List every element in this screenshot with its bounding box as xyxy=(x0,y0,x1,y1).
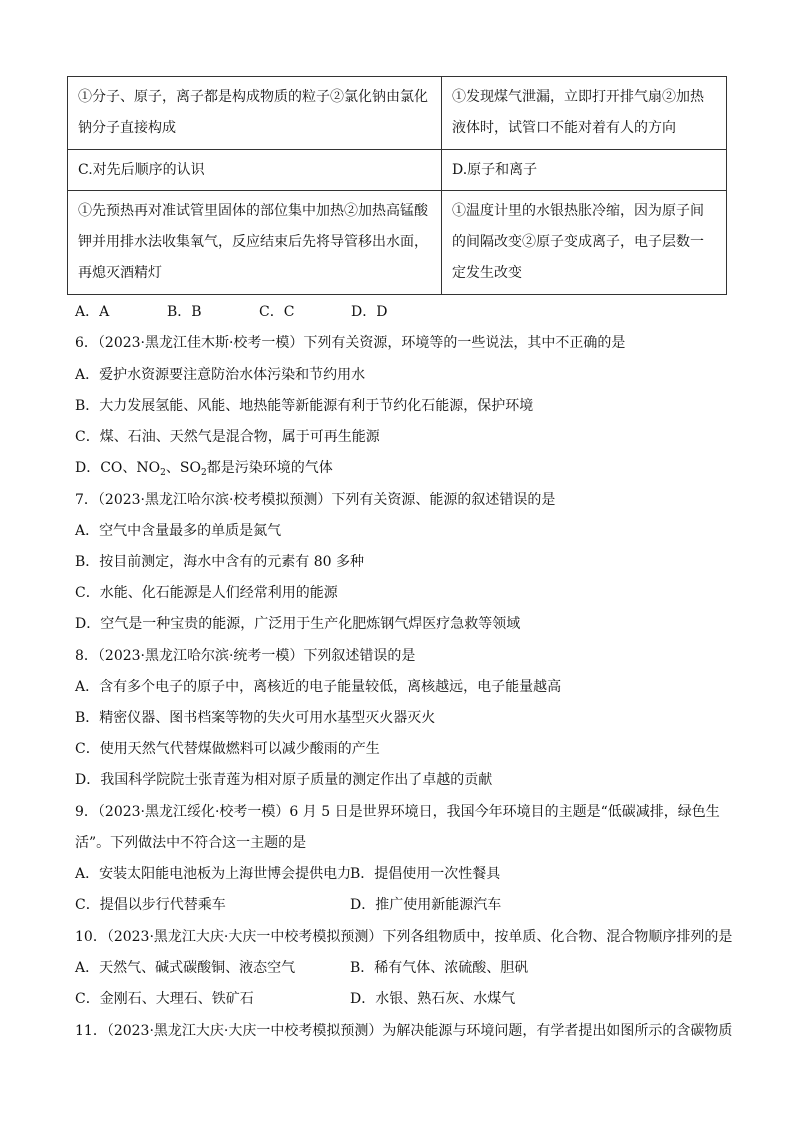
q10-options-row1 xyxy=(75,958,734,978)
q9-option-b: B．提倡使用一次性餐具 xyxy=(350,866,501,882)
q7-stem: 7．（2023·黑龙江哈尔滨·校考模拟预测）下列有关资源、能源的叙述错误的是 xyxy=(75,492,556,508)
q9-option-c: C．提倡以步行代替乘车 xyxy=(75,897,226,913)
q6-option-c: C．煤、石油、天然气是混合物，属于可再生能源 xyxy=(75,429,380,445)
option-d: D．D xyxy=(351,304,388,320)
table-row xyxy=(68,150,727,191)
q11-stem: 11．（2023·黑龙江大庆·大庆一中校考模拟预测）为解决能源与环境问题，有学者提出如图所示的含碳物质 xyxy=(75,1023,733,1039)
option-b: B．B xyxy=(167,304,202,320)
table-row xyxy=(68,191,727,295)
q7-option-a: A．空气中含量最多的单质是氮气 xyxy=(75,523,282,539)
table-cell: C.对先后顺序的认识 xyxy=(68,150,442,191)
q5-options xyxy=(75,302,734,322)
q6-stem: 6．（2023·黑龙江佳木斯·校考一模）下列有关资源，环境等的一些说法，其中不正确的是 xyxy=(75,335,626,351)
table-cell: ①温度计里的水银热胀冷缩，因为原子间的间隔改变②原子变成离子，电子层数一定发生改变 xyxy=(442,191,727,295)
table-cell: ①先预热再对准试管里固体的部位集中加热②加热高锰酸钾并用排水法收集氧气，反应结束后先将导管移出水面，再熄灭酒精灯 xyxy=(68,191,442,295)
q9-options-row1 xyxy=(75,864,734,884)
q9-options-row2 xyxy=(75,895,734,915)
q6-option-d: D．CO、$NO_2$、$SO_2$都是污染环境的气体 xyxy=(75,460,333,478)
q8-option-a: A．含有多个电子的原子中，离核近的电子能量较低，离核越远，电子能量越高 xyxy=(75,679,562,695)
q6-option-a: A．爱护水资源要注意防治水体污染和节约用水 xyxy=(75,367,366,383)
q9-option-a: A．安装太阳能电池板为上海世博会提供电力 xyxy=(75,866,352,882)
q10-options-row2 xyxy=(75,989,734,1009)
q10-option-b: B．稀有气体、浓硫酸、胆矾 xyxy=(350,960,529,976)
q9-stem-line1: 9．（2023·黑龙江绥化·校考一模）6 月 5 日是世界环境日，我国今年环境目的主题是“低碳减排，绿色生 xyxy=(75,804,720,820)
q7-option-c: C．水能、化石能源是人们经常利用的能源 xyxy=(75,585,338,601)
q8-stem: 8．（2023·黑龙江哈尔滨·统考一模）下列叙述错误的是 xyxy=(75,648,416,664)
q7-option-b: B．按目前测定，海水中含有的元素有 80 多种 xyxy=(75,554,365,570)
table-cell: ①分子、原子，离子都是构成物质的粒子②氯化钠由氯化钠分子直接构成 xyxy=(68,77,442,150)
option-a: A．A xyxy=(75,304,110,320)
q9-stem-line2: 活”。下列做法中不符合这一主题的是 xyxy=(75,835,307,851)
q10-option-d: D．水银、熟石灰、水煤气 xyxy=(350,991,516,1007)
table-row xyxy=(68,77,727,150)
q10-option-c: C．金刚石、大理石、铁矿石 xyxy=(75,991,254,1007)
q6-option-b: B．大力发展氢能、风能、地热能等新能源有利于节约化石能源，保护环境 xyxy=(75,398,534,414)
table-cell: ①发现煤气泄漏，立即打开排气扇②加热液体时，试管口不能对着有人的方向 xyxy=(442,77,727,150)
option-c: C．C xyxy=(259,304,295,320)
options-table xyxy=(67,76,727,295)
q8-option-c: C．使用天然气代替煤做燃料可以减少酸雨的产生 xyxy=(75,741,380,757)
q10-stem: 10．（2023·黑龙江大庆·大庆一中校考模拟预测）下列各组物质中，按单质、化合物、混合物顺序排列的是 xyxy=(75,929,733,945)
q8-option-b: B．精密仪器、图书档案等物的失火可用水基型灭火器灭火 xyxy=(75,710,436,726)
table-cell: D.原子和离子 xyxy=(442,150,727,191)
q8-option-d: D．我国科学院院士张青莲为相对原子质量的测定作出了卓越的贡献 xyxy=(75,772,493,788)
q10-option-a: A．天然气、碱式碳酸铜、液态空气 xyxy=(75,960,296,976)
q9-option-d: D．推广使用新能源汽车 xyxy=(350,897,502,913)
q7-option-d: D．空气是一种宝贵的能源，广泛用于生产化肥炼钢气焊医疗急救等领域 xyxy=(75,616,521,632)
